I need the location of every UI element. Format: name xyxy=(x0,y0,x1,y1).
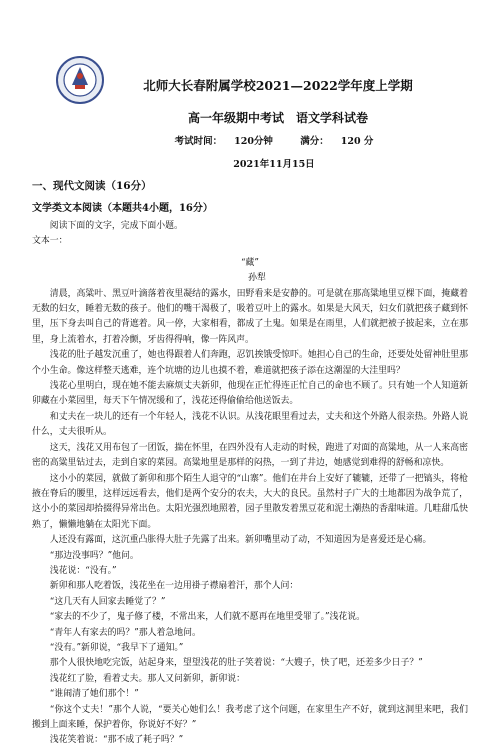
paragraph: 清晨，高粱叶、黑豆叶滴落着夜里凝结的露水，田野看来是安静的。可是就在那高粱地里豆棵下面，掩藏着无数的妇女，睡着无数的孩子。他们的嘴干渴极了，吸着豆叶上的露水。如果是大风天，妇女们就把孩子藏到怀里，压下身去叫自己的背遮着。风一停，大家相看，都成了土鬼。如果是在雨里，人们就把被子披起来，立在那里，身上流着水，打着冷颤，牙齿得得响，像一阵风声。 xyxy=(32,288,468,345)
exam-date: 2021年11月15日 xyxy=(233,159,315,170)
exam-time xyxy=(169,136,279,147)
article-title: “藏” xyxy=(241,257,259,268)
paragraph: 新卯和那人吃着饭，浅花坐在一边用褂子襟扇着汗，那个人问： xyxy=(49,581,299,592)
paragraph: 浅花说：“没有。” xyxy=(49,565,117,576)
paragraph: “谁闹清了她们那个！” xyxy=(49,689,139,700)
paragraph: “你这个丈夫！”那个人说，“要关心她们么！我考虑了这个问题，在家里生产不好，就到这洞里来吧，我们搬到上面来睡，保护着你，你说好不好？” xyxy=(32,704,468,730)
paragraph: 浅花红了脸，看着丈夫。那人又问新卯，新卯说： xyxy=(49,673,246,684)
paragraph: 那个人很快地吃完饭，站起身来，望望浅花的肚子笑着说：“大嫂子，快了吧，还差多少日子？” xyxy=(49,658,423,669)
exam-meta xyxy=(24,133,500,147)
paragraph: 浅花笑着说：“那不成了耗子吗？” xyxy=(49,735,184,746)
paragraph: “家去的不少了，鬼子修了楼，不常出来，人们就不愿再在地里受罪了。”浅花说。 xyxy=(49,612,366,623)
paragraph: 这小小的菜园，就做了新卯和那个陌生人退守的“山寨”。他们在井台上安好了辘辘，还带了一把镐头，将枪掖在脊后的腰里，这样远远看去，他们是两个安分的农夫，大大的良民。虽然村子广大的土地都因为战争荒了，这小小的菜园却拾掇得异常出色。太阳光强烈地照着，园子里散发着黑豆花和泥土潮热的香甜味道。几畦甜瓜快熟了，懒懒地躺在太阳光下面。 xyxy=(32,473,468,530)
full-score-value: 120 分 xyxy=(340,136,374,147)
exam-time-value: 120分钟 xyxy=(234,136,273,147)
paragraph: “没有。”新卯说，“我早下了通知。” xyxy=(49,642,184,653)
paragraph: “这几天有人回家去睡觉了？” xyxy=(49,596,166,607)
article-body xyxy=(32,219,468,749)
document-title: 北师大长春附属学校2021—2022学年度上学期 xyxy=(143,78,413,93)
paragraph: 这天，浅花又用布包了一团饭，揣在怀里，在四外没有人走动的时候，跑进了对面的高粱地，从一人来高密密的高粱里钻过去，走到自家的菜园。高粱地里是那样的闷热，一到了井边，她感觉到难得的舒畅和凉快。 xyxy=(32,442,468,469)
instruction-text: 阅读下面的文字，完成下面小题。 xyxy=(49,221,183,231)
section-subheading: 文学类文本阅读（本题共4小题，16分） xyxy=(32,203,213,214)
text-label: 文本一： xyxy=(32,236,68,247)
exam-subtitle: 高一年级期中考试 语文学科试卷 xyxy=(187,111,368,125)
full-score xyxy=(294,136,379,147)
paragraph: 和丈夫在一块儿的还有一个年轻人，浅花不认识。从浅花眼里看过去，丈夫和这个外路人很亲热。外路人说什么，丈夫很听从。 xyxy=(32,411,468,438)
paragraph: “那边没事吗？”他问。 xyxy=(49,550,139,561)
paragraph: 人还没有露面，这沉重凸胀得大肚子先露了出来。新卯嘴里动了动，不知道因为是喜爱还是心痛。 xyxy=(49,535,432,546)
exam-time-label: 考试时间： xyxy=(174,136,223,147)
paragraph: 浅花的肚子越发沉重了，她也得跟着人们奔跑，忍饥挨饿受惊吓。她担心自己的生命，还要处处留神肚里那个小生命。像这样整天逃难，连个坑塘的边儿也摸不着，难道就把孩子添在这潮湿的大洼里吗？ xyxy=(32,350,468,376)
article-author: 孙犁 xyxy=(248,273,266,284)
full-score-label: 满分： xyxy=(300,136,329,147)
paragraph: 浅花心里明白，现在她不能去麻烦丈夫新卯，他现在正忙得连正忙自己的命也不顾了。只有她一个人知道新卯藏在小菜园里，每天下午情况缓和了，浅花还得偷偷给他送饭去。 xyxy=(32,381,468,407)
section-heading: 一、现代文阅读（16分） xyxy=(32,180,152,192)
paragraph: “青年人有家去的吗？”那人着急地问。 xyxy=(49,627,201,638)
